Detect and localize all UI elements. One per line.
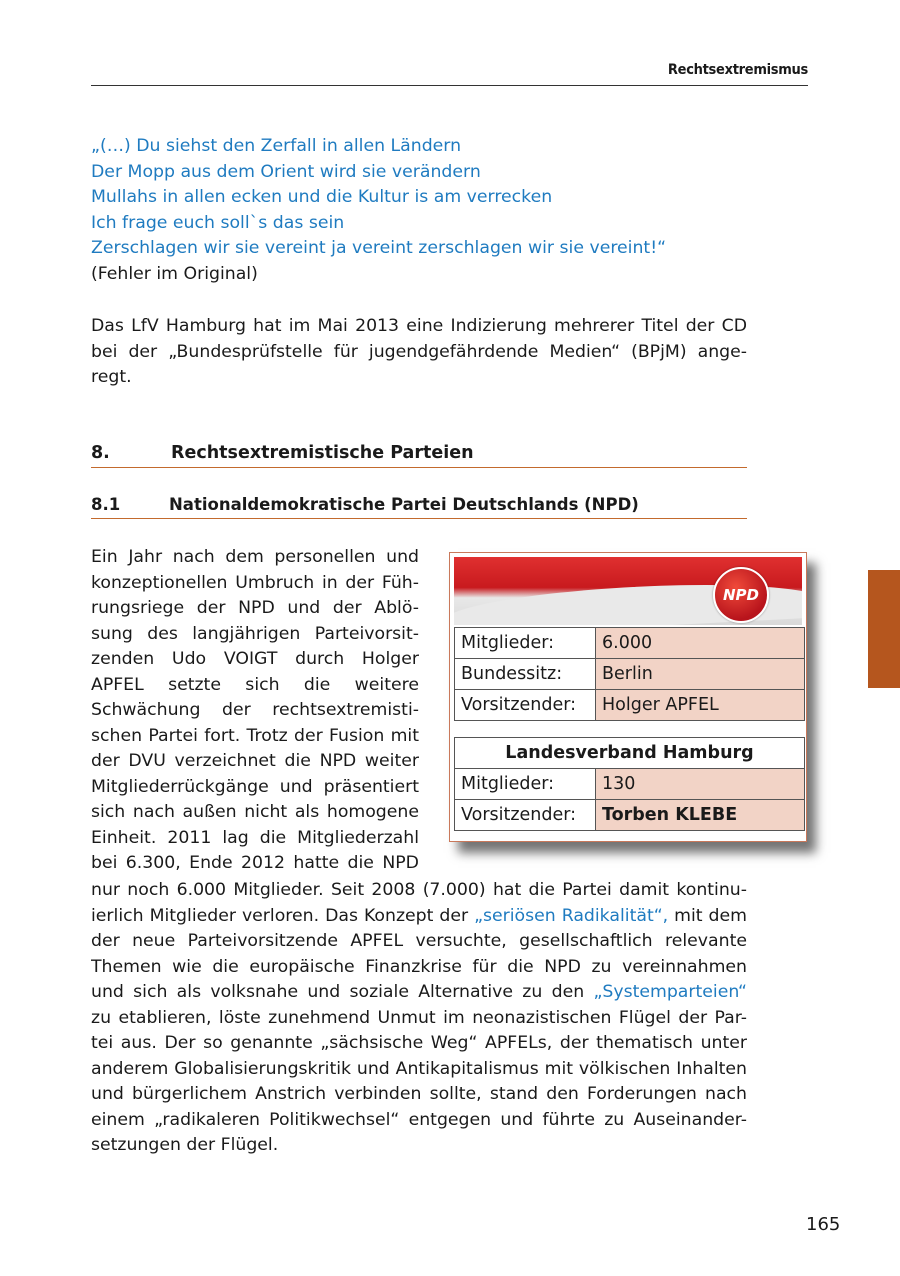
- paragraph-line: setzungen der Flügel.: [91, 1135, 279, 1155]
- paragraph-line: einem „radikaleren Politikwechsel“ entgegen und führte zu Auseinander-: [91, 1109, 747, 1130]
- paragraph-line: APFEL setzte sich die weitere: [91, 674, 419, 695]
- paragraph-line: Themen wie die europäische Finanzkrise für die NPD zu vereinnahmen: [91, 956, 747, 977]
- paragraph-line: bei 6.300, Ende 2012 hatte die NPD: [91, 853, 419, 873]
- text-run: mit dem: [668, 905, 747, 926]
- page-number: 165: [806, 1214, 841, 1235]
- row-label: Mitglieder:: [455, 769, 596, 800]
- text-run: ierlich Mitglieder verloren. Das Konzept der: [91, 905, 475, 926]
- header-rule: [91, 85, 808, 86]
- paragraph-line: bei der „Bundesprüfstelle für jugendgefährdende Medien“ (BPjM) ange-: [91, 341, 747, 362]
- table-row: [455, 659, 805, 690]
- row-value: Holger APFEL: [596, 690, 805, 721]
- paragraph-line: und bürgerlichem Anstrich verbinden sollte, stand den Forderungen nach: [91, 1084, 747, 1104]
- table-row: [455, 690, 805, 721]
- paragraph-npd-wrapped: [91, 545, 419, 877]
- section-title: Rechtsextremistische Parteien: [171, 443, 474, 463]
- paragraph-line: anderem Globalisierungskritik und Antikapitalismus mit völkischen Inhalten: [91, 1058, 747, 1079]
- term-link-systemparteien[interactable]: „Systemparteien“: [593, 982, 747, 1002]
- npd-banner: [454, 557, 802, 625]
- spacer-cell: [455, 721, 805, 738]
- paragraph-line: zenden Udo VOIGT durch Holger: [91, 649, 419, 669]
- paragraph-line: Ein Jahr nach dem personellen und: [91, 547, 419, 567]
- row-label: Vorsitzender:: [455, 690, 596, 721]
- paragraph-line: der DVU verzeichnet die NPD weiter: [91, 751, 419, 771]
- paragraph-line: schen Partei fort. Trotz der Fusion mit: [91, 725, 419, 746]
- table-section-row: [455, 738, 805, 769]
- paragraph-line: Das LfV Hamburg hat im Mai 2013 eine Indizierung mehrerer Titel der CD: [91, 316, 747, 336]
- paragraph-line: rungsriege der NPD und der Ablö-: [91, 598, 419, 618]
- quote-line: Der Mopp aus dem Orient wird sie verändern: [91, 161, 481, 182]
- paragraph-line: regt.: [91, 367, 132, 387]
- paragraph-line: zu etablieren, löste zunehmend Unmut im neonazistischen Flügel der Par-: [91, 1007, 747, 1028]
- section-title: Landesverband Hamburg: [455, 738, 805, 769]
- quote-line: Zerschlagen wir sie vereint ja vereint zerschlagen wir sie vereint!“: [91, 238, 667, 258]
- paragraph-line: konzeptionellen Umbruch in der Füh-: [91, 572, 419, 593]
- row-value: Berlin: [596, 659, 805, 690]
- term-link-serioese-radikalitaet[interactable]: „seriösen Radikalität“,: [474, 905, 669, 926]
- paragraph-npd-full: [91, 878, 747, 1159]
- running-header: Rechtsextremismus: [667, 62, 808, 78]
- section-number: 8.1: [91, 495, 121, 514]
- paragraph-line: [91, 904, 747, 930]
- paragraph-line: [91, 980, 747, 1006]
- table-spacer: [455, 721, 805, 738]
- quote-line: „(…) Du siehst den Zerfall in allen Ländern: [91, 136, 462, 156]
- row-value: 6.000: [596, 628, 805, 659]
- table-row: [455, 628, 805, 659]
- table-row: [455, 800, 805, 831]
- row-label: Vorsitzender:: [455, 800, 596, 831]
- paragraph-line: nur noch 6.000 Mitglieder. Seit 2008 (7.000) hat die Partei damit kontinu-: [91, 880, 747, 900]
- row-label: Mitglieder:: [455, 628, 596, 659]
- section-heading-8: [91, 443, 747, 468]
- row-label: Bundessitz:: [455, 659, 596, 690]
- quote-line: Mullahs in allen ecken und die Kultur is am verrecken: [91, 187, 553, 207]
- quote-note: (Fehler im Original): [91, 264, 258, 284]
- row-value: Torben KLEBE: [596, 800, 805, 831]
- paragraph-line: Mitgliederrückgänge und präsentiert: [91, 776, 419, 797]
- paragraph-line: sich nach außen nicht als homogene: [91, 802, 419, 822]
- paragraph-line: der neue Parteivorsitzende APFEL versuchte, gesellschaftlich relevante: [91, 931, 747, 951]
- section-number: 8.: [91, 443, 110, 463]
- table-row: [455, 769, 805, 800]
- song-quote: [91, 134, 751, 262]
- section-heading-8-1: [91, 495, 747, 519]
- npd-logo-icon: [713, 567, 769, 623]
- text-run: und sich als volksnahe und soziale Alternative zu den: [91, 982, 594, 1002]
- npd-infobox: [449, 552, 807, 842]
- paragraph-line: Schwächung der rechtsextremisti-: [91, 700, 419, 720]
- section-title: Nationaldemokratische Partei Deutschlands (NPD): [169, 495, 639, 514]
- paragraph-line: sung des langjährigen Parteivorsit-: [91, 623, 419, 644]
- npd-facts-table: [454, 627, 805, 831]
- quote-line: Ich frage euch soll`s das sein: [91, 212, 345, 233]
- chapter-side-tab: [868, 570, 900, 688]
- logo-text: NPD: [723, 586, 759, 604]
- paragraph-lfv: [91, 314, 747, 391]
- paragraph-line: Einheit. 2011 lag die Mitgliederzahl: [91, 827, 419, 848]
- paragraph-line: tei aus. Der so genannte „sächsische Weg“ APFELs, der thematisch unter: [91, 1033, 747, 1053]
- row-value: 130: [596, 769, 805, 800]
